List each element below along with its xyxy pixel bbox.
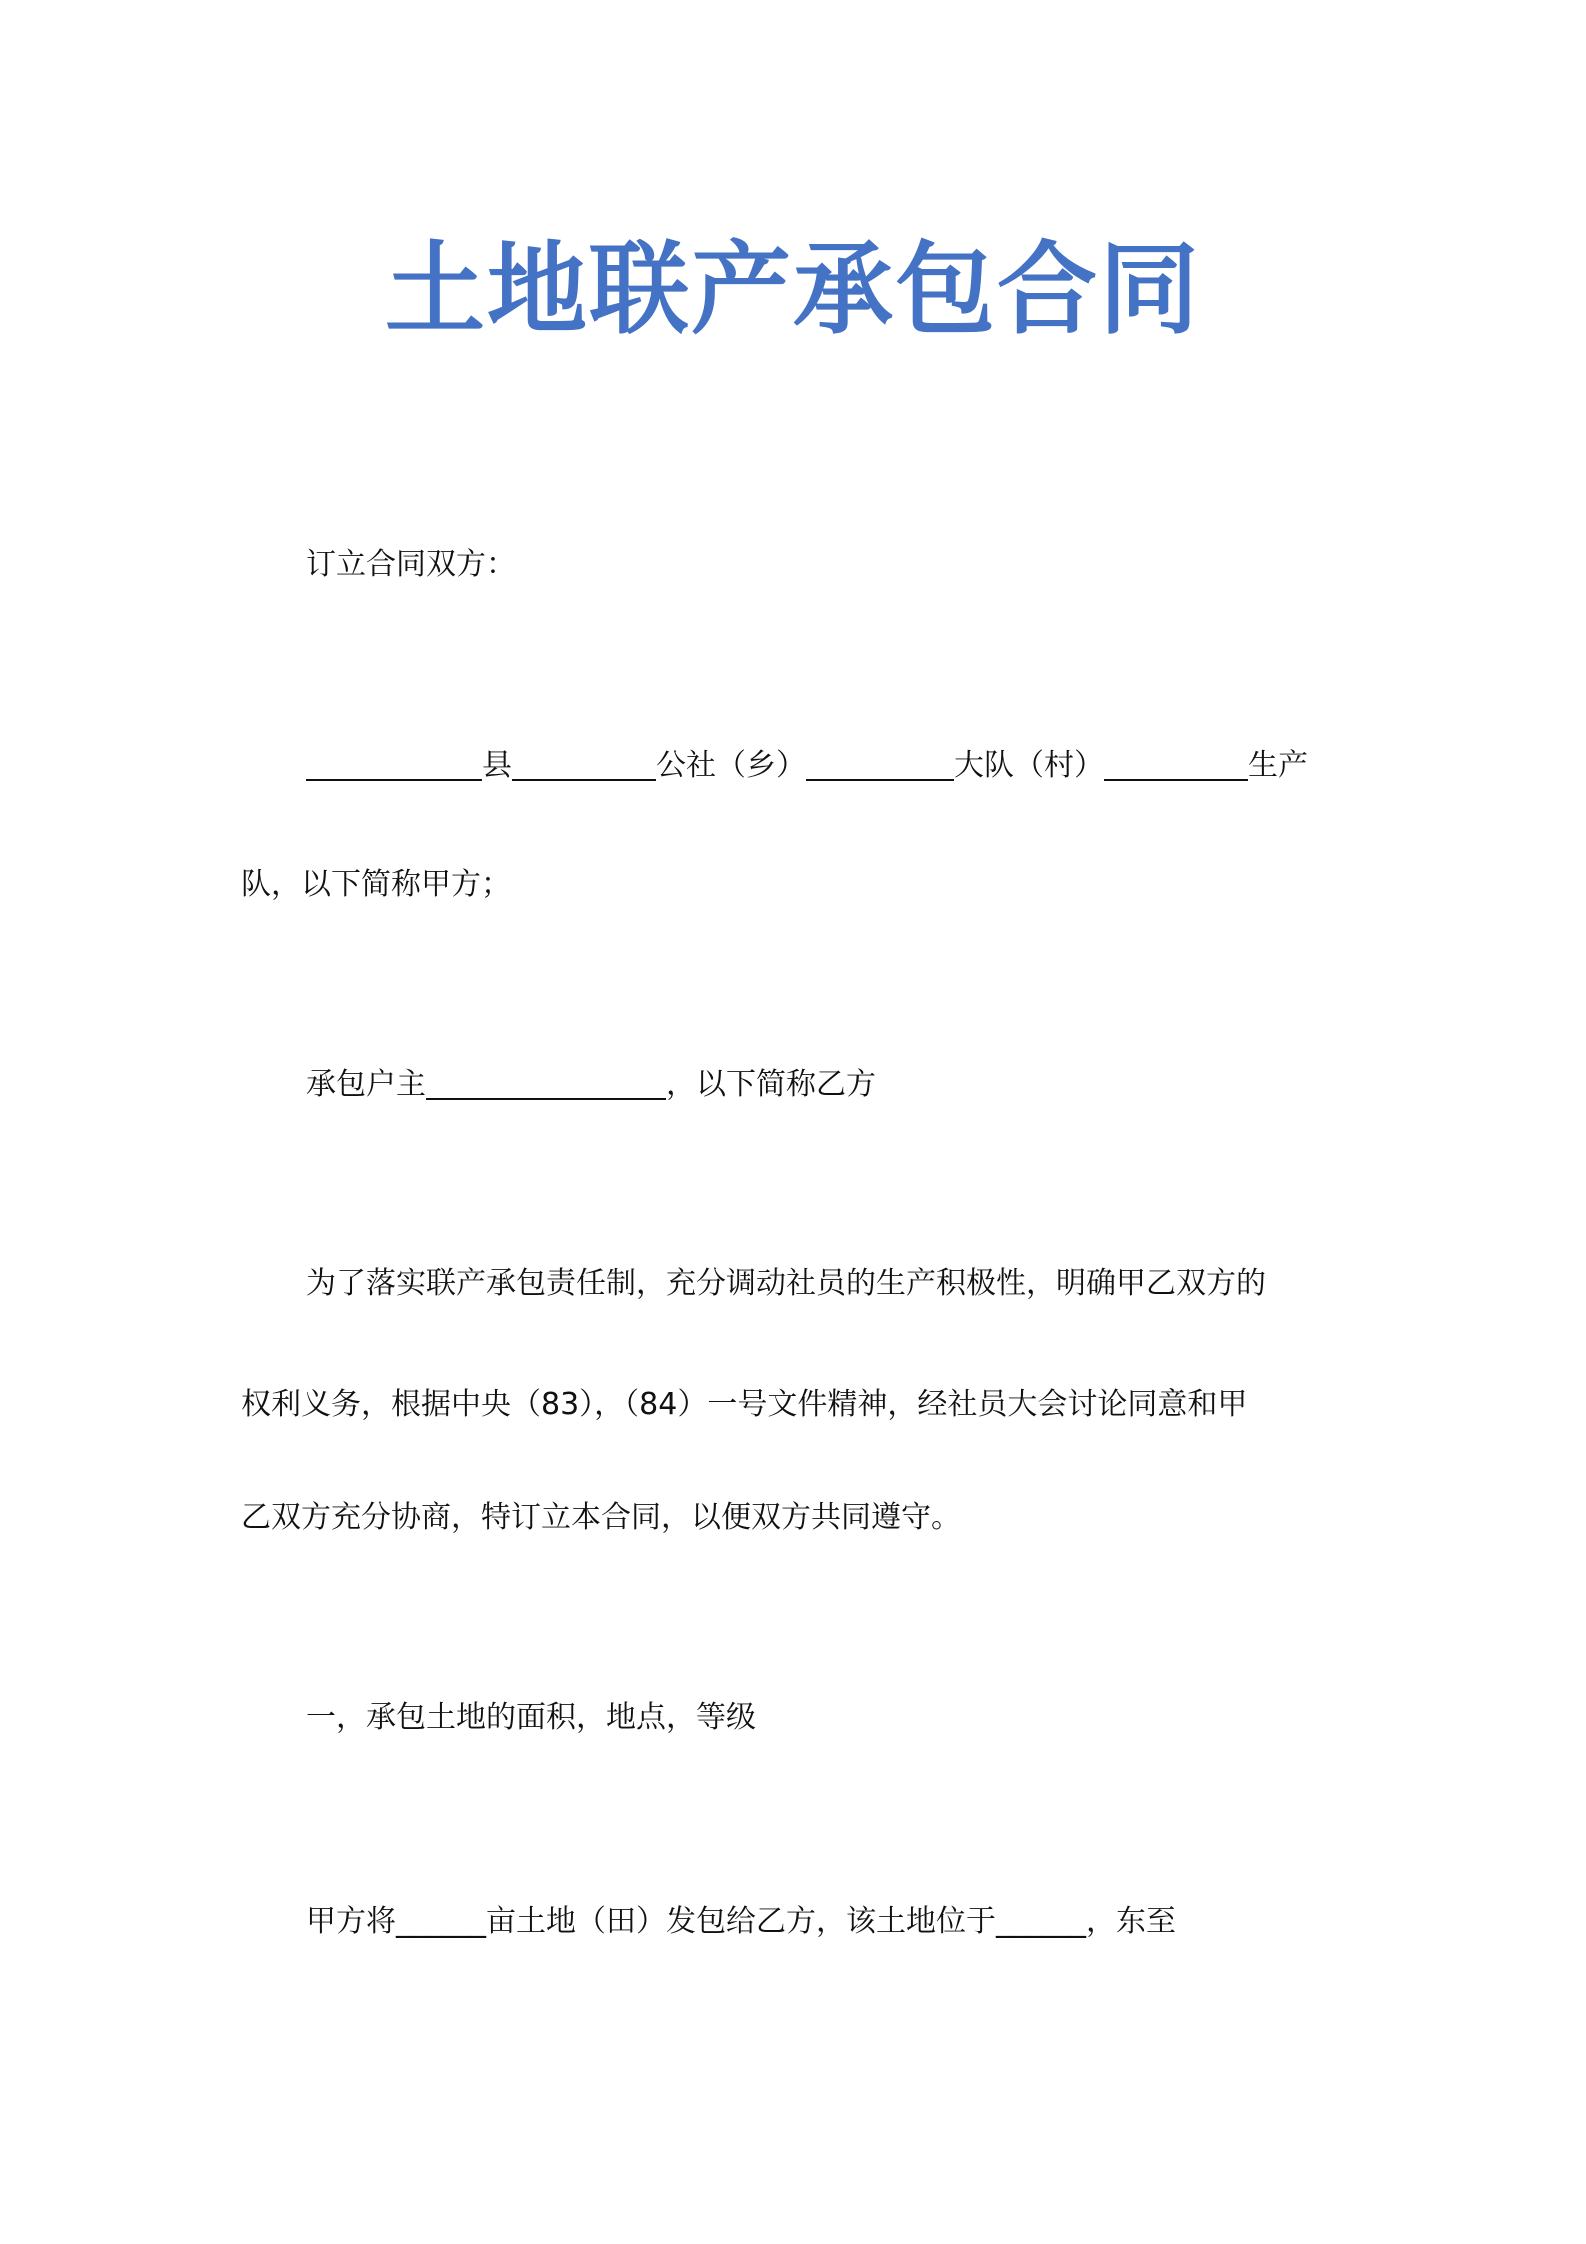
- party-b-line: [306, 1064, 876, 1105]
- parties-heading: 订立合同双方：: [306, 547, 516, 582]
- party-b-prefix: 承包户主: [306, 1067, 426, 1102]
- party-a-line: [306, 745, 1308, 786]
- preamble-line-1: 为了落实联产承包责任制，充分调动社员的生产积极性，明确甲乙双方的: [306, 1266, 1266, 1301]
- county-blank[interactable]: [306, 745, 482, 781]
- party-b-suffix: ，以下简称乙方: [666, 1067, 876, 1102]
- householder-blank[interactable]: [426, 1064, 666, 1100]
- preamble-line-2: 权利义务，根据中央（83），（84）一号文件精神，经社员大会讨论同意和甲: [241, 1387, 1248, 1422]
- preamble-line-3: 乙双方充分协商，特订立本合同，以便双方共同遵守。: [241, 1500, 961, 1535]
- section-1-heading: 一，承包土地的面积，地点，等级: [306, 1700, 756, 1735]
- party-a-line-end: 队，以下简称甲方；: [241, 867, 511, 902]
- team-label-start: 生产: [1248, 748, 1308, 783]
- section-1-line: 甲方将______亩土地（田）发包给乙方，该土地位于______，东至: [306, 1904, 1176, 1939]
- team-blank[interactable]: [1104, 745, 1248, 781]
- brigade-blank[interactable]: [806, 745, 954, 781]
- county-label: 县: [482, 748, 512, 783]
- commune-blank[interactable]: [512, 745, 656, 781]
- commune-label: 公社（乡）: [656, 748, 806, 783]
- document-title: 土地联产承包合同: [385, 231, 1201, 348]
- brigade-label: 大队（村）: [954, 748, 1104, 783]
